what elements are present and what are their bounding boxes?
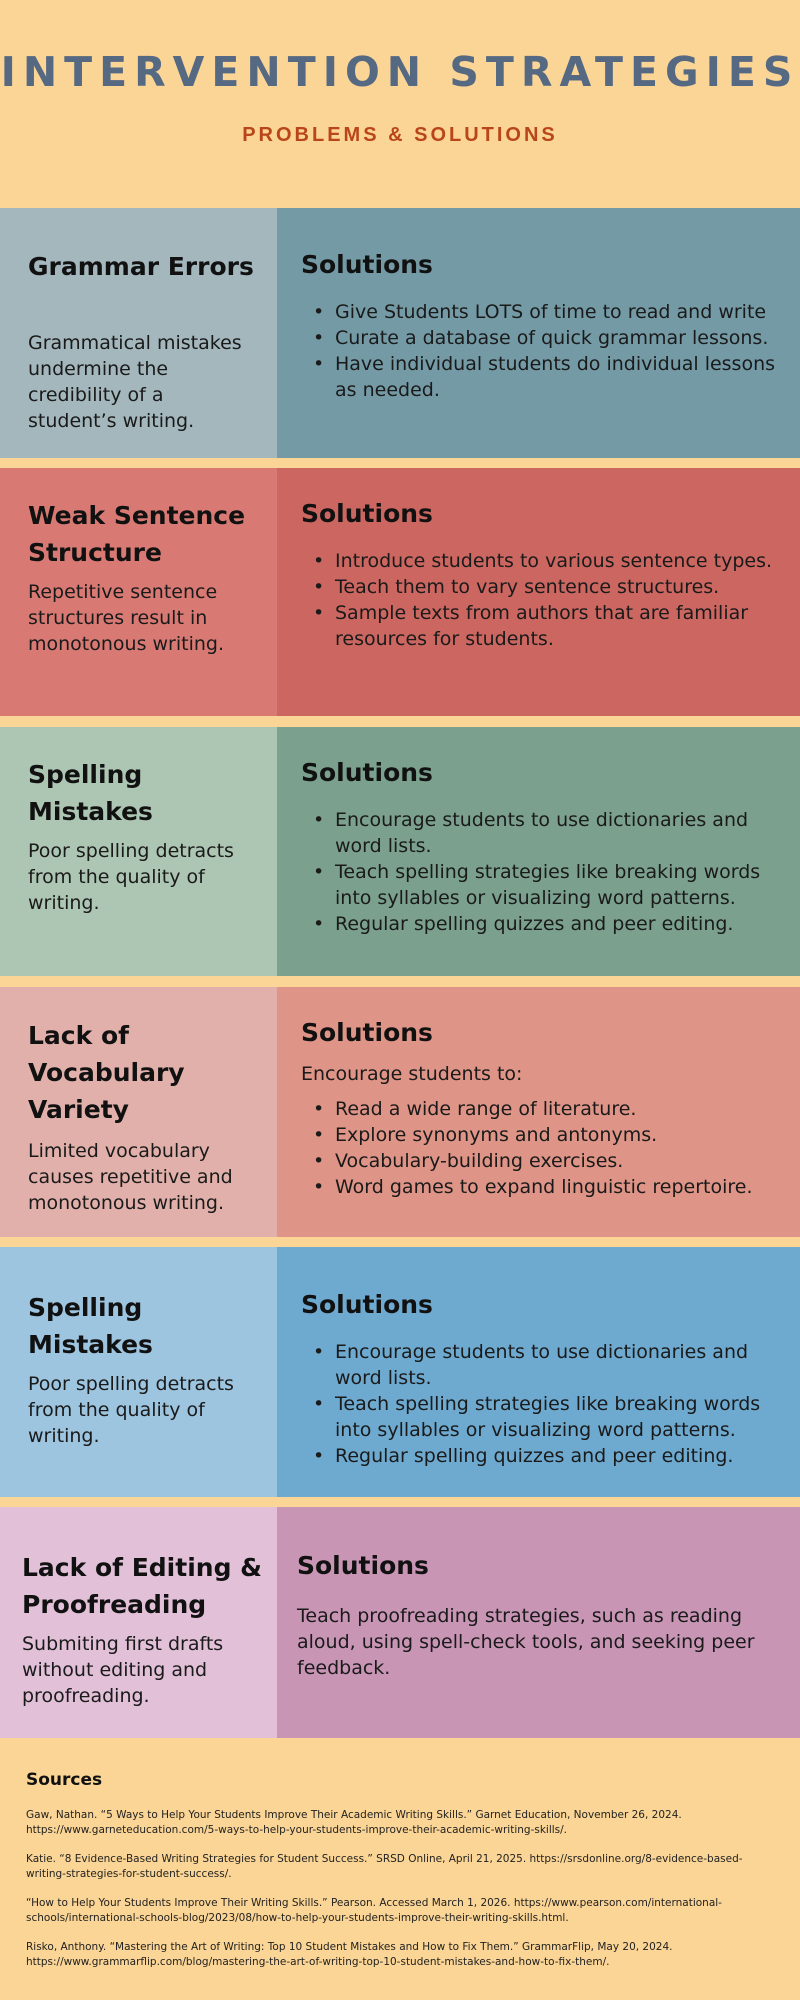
solutions-panel xyxy=(277,1507,800,1738)
problem-description: Submiting first drafts without editing and proofreading. xyxy=(22,1633,224,1707)
solution-item: • Explore synonyms and antonyms. xyxy=(335,1122,795,1148)
problem-title: Lack of Editing & Proofreading xyxy=(22,1553,262,1619)
page-title: INTERVENTION STRATEGIES xyxy=(0,48,800,96)
section-vocabulary-variety xyxy=(0,987,800,1237)
solution-item: • Teach spelling strategies like breaking words into syllables or visualizing word patterns. xyxy=(335,859,795,911)
solution-item: • Give Students LOTS of time to read and write xyxy=(335,299,795,325)
problem-panel xyxy=(0,1247,277,1497)
section-spelling-mistakes xyxy=(0,727,800,976)
solutions-panel xyxy=(277,208,800,458)
problem-title: Grammar Errors xyxy=(28,252,254,281)
solutions-list xyxy=(335,807,795,937)
solution-item: • Word games to expand linguistic repertoire. xyxy=(335,1174,795,1200)
solutions-list xyxy=(335,1339,795,1469)
sources-section xyxy=(26,1770,776,1984)
solutions-heading: Solutions xyxy=(301,1290,433,1319)
sources-heading: Sources xyxy=(26,1770,103,1790)
problem-description: Poor spelling detracts from the quality of writing. xyxy=(28,1373,234,1447)
solutions-heading: Solutions xyxy=(301,499,433,528)
solutions-heading: Solutions xyxy=(301,1018,433,1047)
page-subtitle: PROBLEMS & SOLUTIONS xyxy=(242,124,558,146)
section-grammar-errors xyxy=(0,208,800,458)
solution-item: • Encourage students to use dictionaries and word lists. xyxy=(335,1339,795,1391)
problem-description: Grammatical mistakes undermine the credibility of a student’s writing. xyxy=(28,332,242,432)
problem-panel xyxy=(0,208,277,458)
solutions-panel xyxy=(277,468,800,716)
solution-item: • Read a wide range of literature. xyxy=(335,1096,795,1122)
solutions-panel xyxy=(277,1247,800,1497)
solutions-list xyxy=(335,1096,795,1200)
problem-title: Lack of Vocabulary Variety xyxy=(28,1021,185,1124)
section-editing-proofreading xyxy=(0,1507,800,1738)
solutions-intro: Encourage students to: xyxy=(301,1063,523,1085)
solutions-list xyxy=(335,299,795,403)
solution-item: • Introduce students to various sentence types. xyxy=(335,548,795,574)
solution-item: • Teach spelling strategies like breaking words into syllables or visualizing word patterns. xyxy=(335,1391,795,1443)
solutions-text: Teach proofreading strategies, such as reading aloud, using spell-check tools, and seeking peer feedback. xyxy=(297,1605,755,1679)
source-citation: Katie. “8 Evidence-Based Writing Strategies for Student Success.” SRSD Online, April 21, 2025. https://srsdonline.org/8-evidence-based-writing-strategies-for-student-success/. xyxy=(26,1853,743,1880)
solution-item: • Vocabulary-building exercises. xyxy=(335,1148,795,1174)
solution-item: • Regular spelling quizzes and peer editing. xyxy=(335,911,795,937)
solutions-panel xyxy=(277,987,800,1237)
source-citation: “How to Help Your Students Improve Their Writing Skills.” Pearson. Accessed March 1, 2026. https://www.pearson.com/international-schools/international-schools-blog/2023/08/how-to-help-your-students-improve-their-writing-skills.html. xyxy=(26,1897,722,1924)
solutions-heading: Solutions xyxy=(297,1551,429,1580)
section-spelling-mistakes-2 xyxy=(0,1247,800,1497)
solution-item: • Have individual students do individual lessons as needed. xyxy=(335,351,795,403)
problem-panel xyxy=(0,468,277,716)
solutions-heading: Solutions xyxy=(301,250,433,279)
solutions-heading: Solutions xyxy=(301,758,433,787)
solution-item: • Curate a database of quick grammar lessons. xyxy=(335,325,795,351)
solution-item: • Teach them to vary sentence structures. xyxy=(335,574,795,600)
source-citation: Gaw, Nathan. “5 Ways to Help Your Students Improve Their Academic Writing Skills.” Garnet Education, November 26, 2024. https://www.garneteducation.com/5-ways-to-help-your-students-improve-their-academic-writing-skills/. xyxy=(26,1809,682,1836)
problem-panel xyxy=(0,727,277,976)
solutions-list xyxy=(335,548,795,652)
problem-panel xyxy=(0,987,277,1237)
problem-description: Repetitive sentence structures result in monotonous writing. xyxy=(28,581,225,655)
problem-panel xyxy=(0,1507,277,1738)
solution-item: • Regular spelling quizzes and peer editing. xyxy=(335,1443,795,1469)
section-weak-sentence-structure xyxy=(0,468,800,716)
solution-item: • Sample texts from authors that are familiar resources for students. xyxy=(335,600,795,652)
solutions-panel xyxy=(277,727,800,976)
problem-title: Spelling Mistakes xyxy=(28,1293,153,1359)
source-citation: Risko, Anthony. “Mastering the Art of Writing: Top 10 Student Mistakes and How to Fix Them.” GrammarFlip, May 20, 2024. https://www.grammarflip.com/blog/mastering-the-art-of-writing-top-10-student-mistakes-and-how-to-fix-them/. xyxy=(26,1941,673,1968)
problem-description: Poor spelling detracts from the quality of writing. xyxy=(28,840,234,914)
problem-title: Spelling Mistakes xyxy=(28,760,153,826)
solution-item: • Encourage students to use dictionaries and word lists. xyxy=(335,807,795,859)
header xyxy=(0,0,800,190)
problem-title: Weak Sentence Structure xyxy=(28,501,246,567)
problem-description: Limited vocabulary causes repetitive and monotonous writing. xyxy=(28,1140,233,1214)
